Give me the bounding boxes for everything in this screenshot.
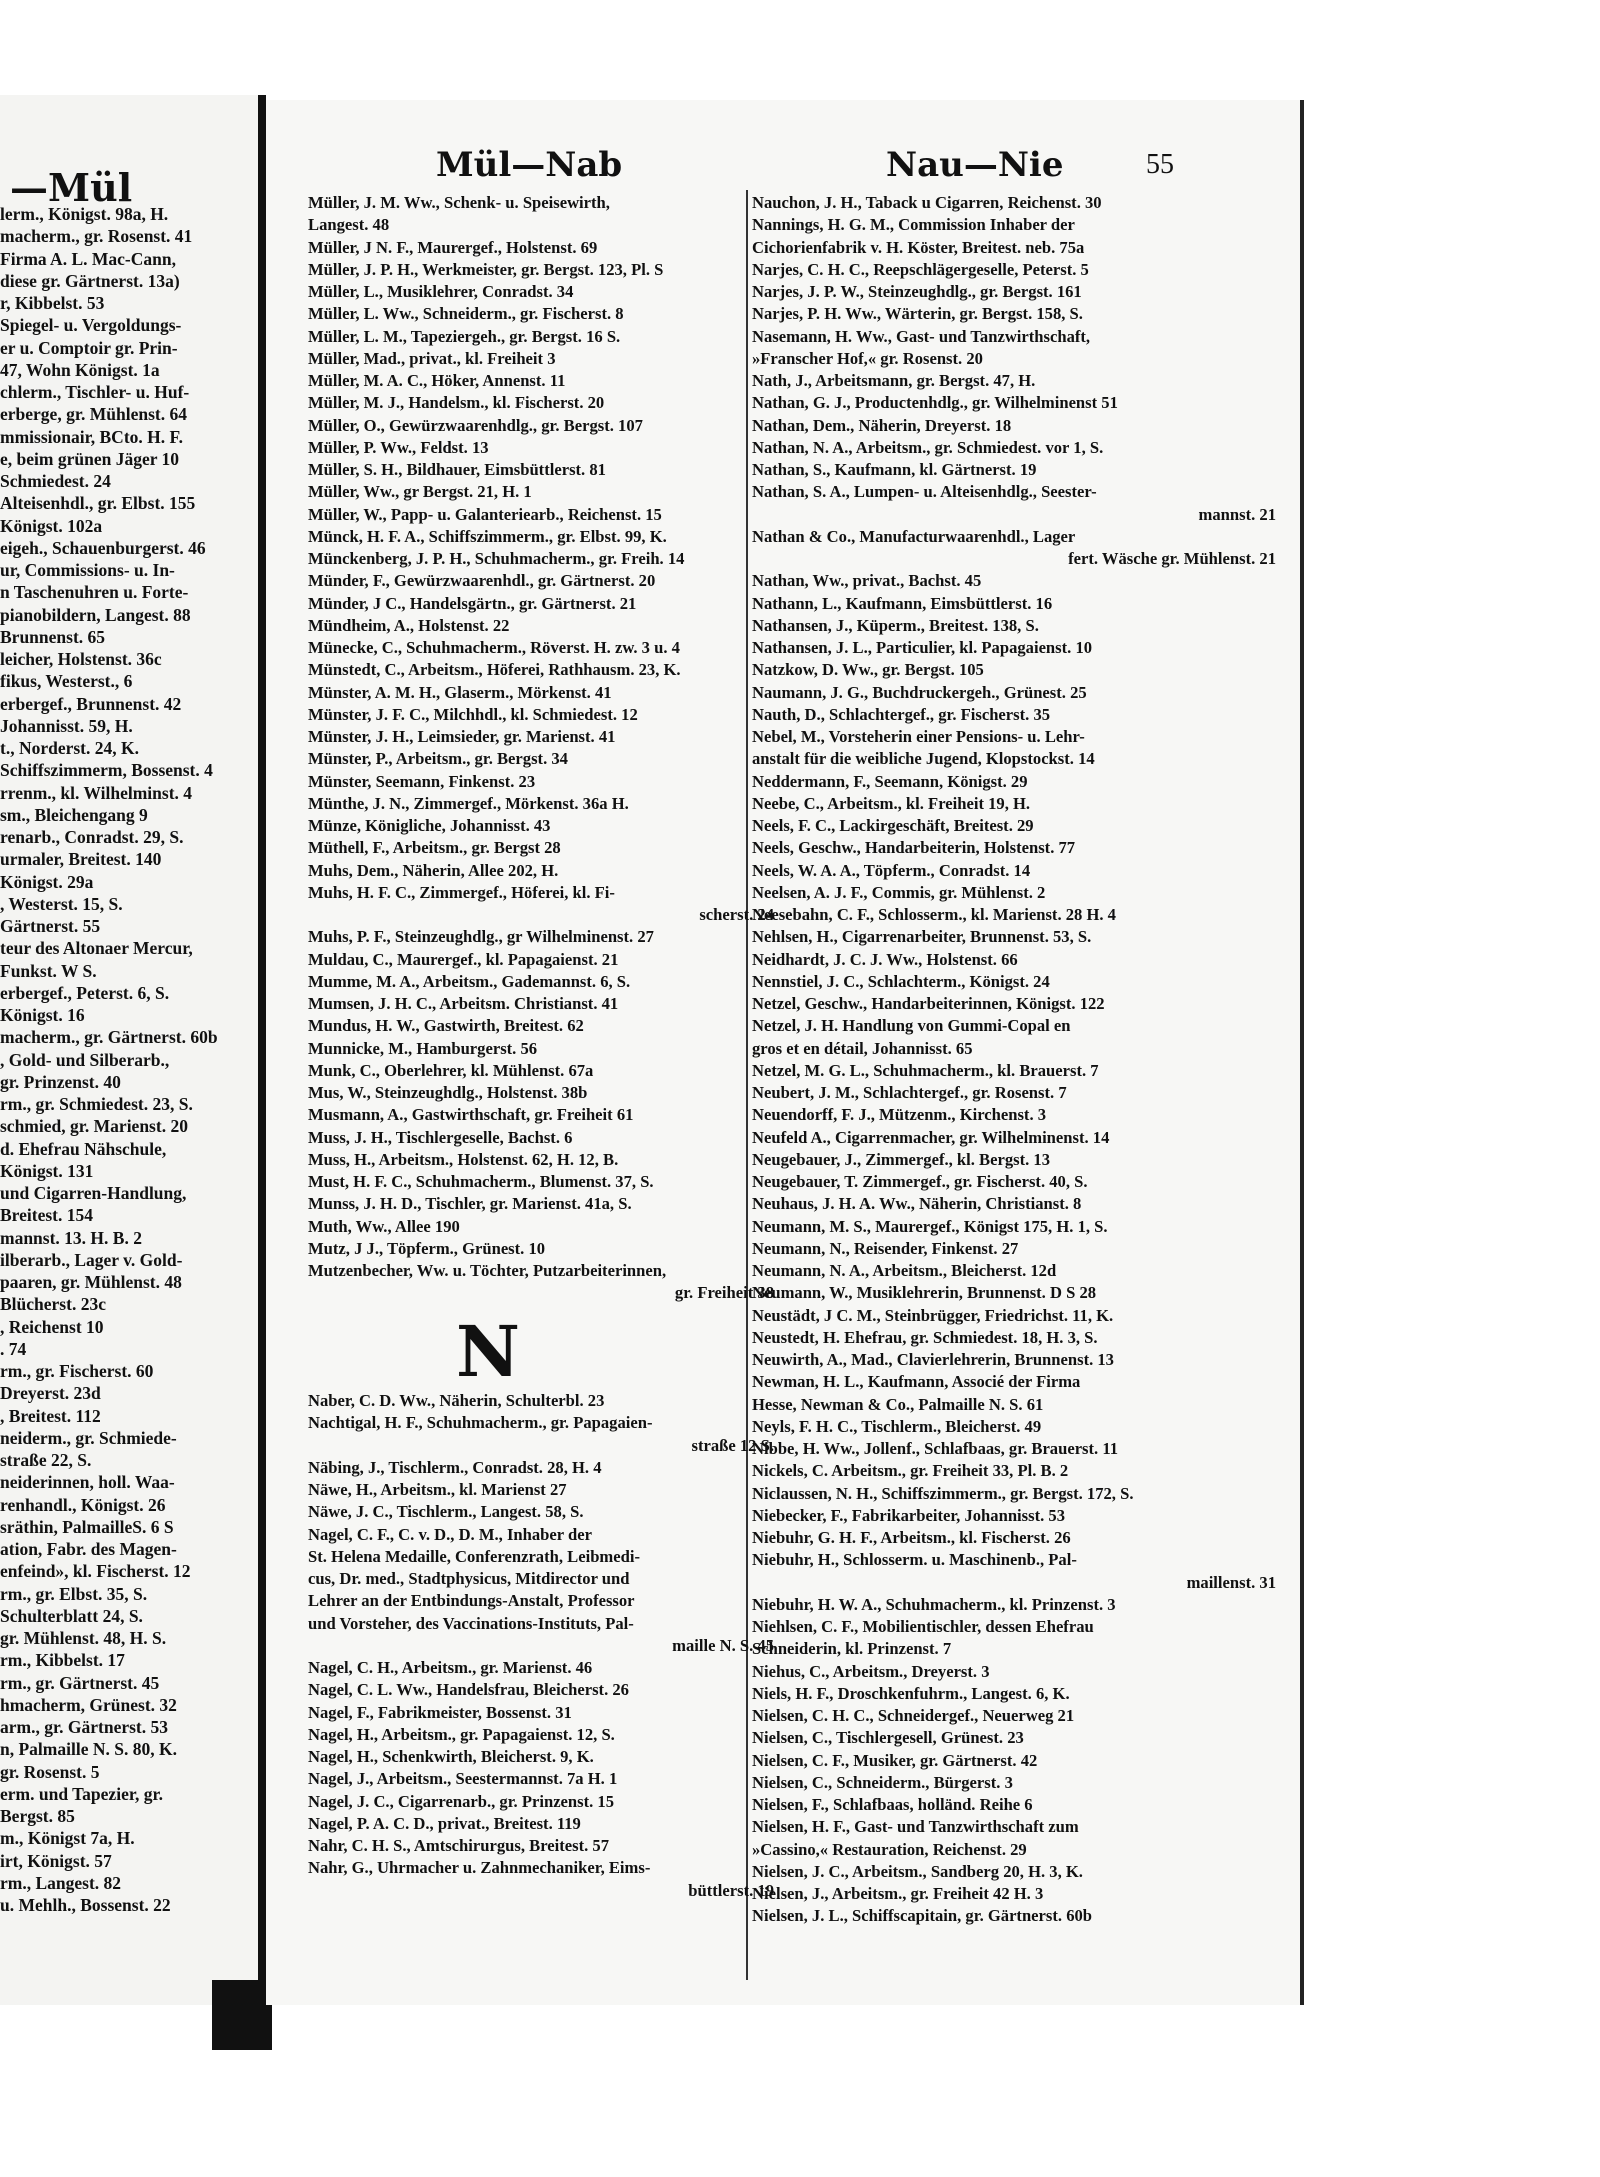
column-a-n-entries <box>308 1390 778 1902</box>
entry-line: Funkst. W S. <box>0 960 97 981</box>
entry-line: Muhs, H. F. C., Zimmergef., Höferei, kl. Fi- <box>308 882 615 902</box>
entry-line: Müller, O., Gewürzwaarenhdlg., gr. Bergst. 107 <box>308 415 643 435</box>
entry-line: Neebe, C., Arbeitsm., kl. Freiheit 19, H. <box>752 793 1031 813</box>
entry-line: Nielsen, J. C., Arbeitsm., Sandberg 20, H. 3, K. <box>752 1861 1083 1881</box>
entry-line: Müller, J. M. Ww., Schenk- u. Speisewirth, <box>308 193 610 212</box>
entry-line: Neumann, N., Reisender, Finkenst. 27 <box>752 1238 1019 1258</box>
entry-line: Niehus, C., Arbeitsm., Dreyerst. 3 <box>752 1661 990 1681</box>
entry-line: Nielsen, C. F., Musiker, gr. Gärtnerst. 42 <box>752 1750 1038 1770</box>
entry-line: n Taschenuhren u. Forte- <box>0 582 189 603</box>
entry-line: Nagel, C. H., Arbeitsm., gr. Marienst. 46 <box>308 1658 593 1677</box>
entry-line: Nagel, C. F., C. v. D., D. M., Inhaber der <box>308 1524 592 1544</box>
entry-line: Nasemann, H. Ww., Gast- und Tanzwirthschaft, <box>752 326 1091 346</box>
entry-line: Müller, W., Papp- u. Galanteriearb., Reichenst. 15 <box>308 504 662 524</box>
entry-line: »Franscher Hof,« gr. Rosenst. 20 <box>752 348 983 368</box>
entry-line: Nagel, J. C., Cigarrenarb., gr. Prinzenst. 15 <box>308 1791 615 1811</box>
entry-line: büttlerst. 19 <box>688 1880 774 1900</box>
entry-line: hmacherm, Grünest. 32 <box>0 1694 177 1715</box>
entry-line: Nauchon, J. H., Taback u Cigarren, Reichenst. 30 <box>752 193 1102 212</box>
entry-line: Nielsen, J. L., Schiffscapitain, gr. Gärtnerst. 60b <box>752 1906 1093 1926</box>
entry-line: Newman, H. L., Kaufmann, Associé der Firma <box>752 1372 1081 1392</box>
entry-line: Münthe, J. N., Zimmergef., Mörkenst. 36a H. <box>308 793 629 813</box>
entry-line: Must, H. F. C., Schuhmacherm., Blumenst. 37, S. <box>308 1172 654 1191</box>
entry-line: straße 12 S. <box>691 1435 774 1455</box>
entry-line: Nahr, G., Uhrmacher u. Zahnmechaniker, Eims- <box>308 1858 651 1878</box>
entry-line: rm., Kibbelst. 17 <box>0 1650 125 1671</box>
entry-line: Neustedt, H. Ehefrau, gr. Schmiedest. 18, H. 3, S. <box>752 1327 1098 1347</box>
entry-line: anstalt für die weibliche Jugend, Klopstockst. 14 <box>752 749 1095 769</box>
entry-line: Breitest. 154 <box>0 1205 93 1226</box>
entry-line: neiderinnen, holl. Waa- <box>0 1472 175 1493</box>
entry-line: Nathan, N. A., Arbeitsm., gr. Schmiedest. vor 1, S. <box>752 437 1104 457</box>
left-page-header: —Mül <box>10 165 133 210</box>
entry-line: Müller, M. A. C., Höker, Annenst. 11 <box>308 371 566 390</box>
entry-line: Nielsen, J., Arbeitsm., gr. Freiheit 42 H. 3 <box>752 1884 1044 1903</box>
entry-line: gr. Freiheit 38 <box>674 1283 774 1303</box>
entry-line: Niebuhr, H., Schlosserm. u. Maschinenb., Pal- <box>752 1550 1077 1570</box>
section-letter: N <box>456 1310 520 1393</box>
entry-line: Firma A. L. Mac-Cann, <box>0 248 176 269</box>
entry-line: chlerm., Tischler- u. Huf- <box>0 382 190 402</box>
entry-line: Nannings, H. G. M., Commission Inhaber der <box>752 215 1075 235</box>
entry-line: leicher, Holstenst. 36c <box>0 649 162 669</box>
entry-line: Schneiderin, kl. Prinzenst. 7 <box>752 1639 952 1659</box>
page-header <box>266 145 1300 185</box>
entry-line: Nathann, L., Kaufmann, Eimsbüttlerst. 16 <box>752 593 1053 613</box>
entry-line: gr. Prinzenst. 40 <box>0 1071 121 1092</box>
entry-line: mannst. 13. H. B. 2 <box>0 1227 142 1248</box>
entry-line: Nathan & Co., Manufacturwaarenhdl., Lager <box>752 526 1076 546</box>
entry-line: Muldau, C., Maurergef., kl. Papagaienst. 21 <box>308 949 619 969</box>
entry-line: Näbing, J., Tischlerm., Conradst. 28, H. 4 <box>308 1457 602 1477</box>
entry-line: Münster, P., Arbeitsm., gr. Bergst. 34 <box>308 749 568 769</box>
entry-line: rm., gr. Fischerst. 60 <box>0 1361 154 1381</box>
entry-line: Netzel, M. G. L., Schuhmacherm., kl. Brauerst. 7 <box>752 1060 1099 1080</box>
entry-line: renhandl., Königst. 26 <box>0 1494 166 1515</box>
entry-line: macherm., gr. Rosenst. 41 <box>0 226 193 247</box>
entry-line: r, Kibbelst. 53 <box>0 293 105 313</box>
entry-line: Mundus, H. W., Gastwirth, Breitest. 62 <box>308 1016 584 1036</box>
header-range-left: Mül—Nab <box>436 145 623 185</box>
entry-line: Königst. 16 <box>0 1005 85 1025</box>
entry-line: gr. Rosenst. 5 <box>0 1761 100 1782</box>
entry-line: Naumann, J. G., Buchdruckergeh., Grünest. 25 <box>752 682 1087 702</box>
entry-line: Neidhardt, J. C. J. Ww., Holstenst. 66 <box>752 949 1018 969</box>
entry-line: Spiegel- u. Vergoldungs- <box>0 315 182 336</box>
entry-line: Neesebahn, C. F., Schlosserm., kl. Marienst. 28 H. 4 <box>752 905 1116 924</box>
entry-line: Nagel, J., Arbeitsm., Seestermannst. 7a H. 1 <box>308 1769 618 1789</box>
entry-line: ilberarb., Lager v. Gold- <box>0 1249 183 1270</box>
entry-line: irt, Königst. 57 <box>0 1850 112 1871</box>
entry-line: Naber, C. D. Ww., Näherin, Schulterbl. 23 <box>308 1391 605 1410</box>
entry-line: Münck, H. F. A., Schiffszimmerm., gr. Elbst. 99, K. <box>308 526 667 546</box>
entry-line: t., Norderst. 24, K. <box>0 738 140 758</box>
entry-line: Nagel, P. A. C. D., privat., Breitest. 119 <box>308 1813 581 1833</box>
entry-line: fikus, Westerst., 6 <box>0 671 133 692</box>
entry-line: Nebel, M., Vorsteherin einer Pensions- u. Lehr- <box>752 727 1085 746</box>
entry-line: Musmann, A., Gastwirthschaft, gr. Freiheit 61 <box>308 1105 634 1125</box>
entry-line: urmaler, Breitest. 140 <box>0 849 162 870</box>
entry-line: Nielsen, C., Schneiderm., Bürgerst. 3 <box>752 1772 1013 1792</box>
entry-line: Netzel, J. H. Handlung von Gummi-Copal en <box>752 1016 1071 1036</box>
entry-line: Münder, F., Gewürzwaarenhdl., gr. Gärtnerst. 20 <box>308 571 656 591</box>
entry-line: Munk, C., Oberlehrer, kl. Mühlenst. 67a <box>308 1060 594 1080</box>
entry-line: Mutzenbecher, Ww. u. Töchter, Putzarbeiterinnen, <box>308 1261 667 1280</box>
entry-line: Lehrer an der Entbindungs-Anstalt, Professor <box>308 1591 635 1611</box>
entry-line: Neyls, F. H. C., Tischlerm., Bleicherst. 49 <box>752 1416 1042 1436</box>
entry-line: Mutz, J J., Töpferm., Grünest. 10 <box>308 1238 546 1258</box>
entry-line: Muss, H., Arbeitsm., Holstenst. 62, H. 12, B. <box>308 1149 619 1169</box>
entry-line: Neumann, N. A., Arbeitsm., Bleicherst. 12d <box>752 1261 1057 1280</box>
entry-line: Müller, L. M., Tapeziergeh., gr. Bergst. 16 S. <box>308 326 621 346</box>
entry-line: enfeind», kl. Fischerst. 12 <box>0 1561 191 1582</box>
entry-line: Neuhaus, J. H. A. Ww., Näherin, Christianst. 8 <box>752 1194 1082 1214</box>
entry-line: arm., gr. Gärtnerst. 53 <box>0 1717 168 1737</box>
entry-line: Netzel, Geschw., Handarbeiterinnen, Königst. 122 <box>752 994 1105 1013</box>
entry-line: erbergef., Peterst. 6, S. <box>0 982 170 1003</box>
entry-line: Muss, J. H., Tischlergeselle, Bachst. 6 <box>308 1127 573 1147</box>
entry-line: Neels, F. C., Lackirgeschäft, Breitest. 29 <box>752 816 1034 835</box>
entry-line: Müller, S. H., Bildhauer, Eimsbüttlerst. 81 <box>308 460 606 479</box>
entry-line: Nielsen, C. H. C., Schneidergef., Neuerweg 21 <box>752 1706 1075 1725</box>
entry-line: cus, Dr. med., Stadtphysicus, Mitdirector und <box>308 1569 630 1588</box>
entry-line: mannst. 21 <box>1198 504 1276 524</box>
entry-line: Nielsen, C., Tischlergesell, Grünest. 23 <box>752 1728 1024 1748</box>
entry-line: Nahr, C. H. S., Amtschirurgus, Breitest. 57 <box>308 1836 609 1855</box>
entry-line: Nagel, F., Fabrikmeister, Bossenst. 31 <box>308 1702 572 1722</box>
entry-line: Münder, J C., Handelsgärtn., gr. Gärtnerst. 21 <box>308 593 637 613</box>
entry-line: er u. Comptoir gr. Prin- <box>0 337 178 358</box>
entry-line: Cichorienfabrik v. H. Köster, Breitest. neb. 75a <box>752 237 1085 257</box>
entry-line: Neufeld A., Cigarrenmacher, gr. Wilhelminenst. 14 <box>752 1127 1110 1147</box>
entry-line: renarb., Conradst. 29, S. <box>0 827 184 847</box>
entry-line: Neugebauer, J., Zimmergef., kl. Bergst. 13 <box>752 1149 1051 1169</box>
entry-line: Königst. 131 <box>0 1160 94 1181</box>
entry-line: sräthin, PalmailleS. 6 S <box>0 1516 174 1537</box>
entry-line: Niebuhr, H. W. A., Schuhmacherm., kl. Prinzenst. 3 <box>752 1594 1116 1614</box>
entry-line: Niclaussen, N. H., Schiffszimmerm., gr. Bergst. 172, S. <box>752 1483 1134 1503</box>
entry-line: Müller, Mad., privat., kl. Freiheit 3 <box>308 348 556 368</box>
entry-line: sm., Bleichengang 9 <box>0 804 148 825</box>
entry-line: Nachtigal, H. F., Schuhmacherm., gr. Papagaien- <box>308 1413 653 1433</box>
entry-line: Narjes, C. H. C., Reepschlägergeselle, Peterst. 5 <box>752 259 1089 279</box>
entry-line: n, Palmaille N. S. 80, K. <box>0 1739 177 1760</box>
entry-line: Muhs, Dem., Näherin, Allee 202, H. <box>308 860 559 880</box>
entry-line: Muth, Ww., Allee 190 <box>308 1216 460 1236</box>
entry-line: diese gr. Gärtnerst. 13a) <box>0 270 180 291</box>
entry-line: Nennstiel, J. C., Schlachterm., Königst. 24 <box>752 971 1050 991</box>
entry-line: Nielsen, F., Schlafbaas, holländ. Reihe 6 <box>752 1795 1033 1814</box>
entry-line: Munnicke, M., Hamburgerst. 56 <box>308 1038 538 1058</box>
entry-line: Narjes, J. P. W., Steinzeughdlg., gr. Bergst. 161 <box>752 282 1082 301</box>
entry-line: Nehlsen, H., Cigarrenarbeiter, Brunnenst. 53, S. <box>752 927 1092 947</box>
entry-line: lerm., Königst. 98a, H. <box>0 204 169 224</box>
entry-line: e, beim grünen Jäger 10 <box>0 448 180 469</box>
entry-line: Müller, Ww., gr Bergst. 21, H. 1 <box>308 482 532 502</box>
entry-line: u. Mehlh., Bossenst. 22 <box>0 1895 171 1915</box>
entry-line: Neuwirth, A., Mad., Clavierlehrerin, Brunnenst. 13 <box>752 1350 1114 1369</box>
entry-line: Nathan, G. J., Productenhdlg., gr. Wilhelminenst 51 <box>752 393 1118 413</box>
entry-line: Münze, Königliche, Johannisst. 43 <box>308 816 551 835</box>
entry-line: m., Königst 7a, H. <box>0 1828 135 1849</box>
entry-line: und Cigarren-Handlung, <box>0 1183 187 1203</box>
entry-line: maillenst. 31 <box>1186 1572 1276 1592</box>
entry-line: Nathansen, J. L., Particulier, kl. Papagaienst. 10 <box>752 638 1093 657</box>
entry-line: scherst. 24 <box>699 905 774 924</box>
header-range-right: Nau—Nie <box>886 145 1064 185</box>
left-page-lines <box>0 203 258 1916</box>
entry-line: Münckenberg, J. P. H., Schuhmacherm., gr. Freih. 14 <box>308 549 685 568</box>
column-a-entries <box>308 192 778 1305</box>
entry-line: Niebecker, F., Fabrikarbeiter, Johannisst. 53 <box>752 1505 1065 1525</box>
entry-line: St. Helena Medaille, Conferenzrath, Leibmedi- <box>308 1546 640 1566</box>
entry-line: Neugebauer, T. Zimmergef., gr. Fischerst. 40, S. <box>752 1172 1088 1191</box>
entry-line: Natzkow, D. Ww., gr. Bergst. 105 <box>752 660 984 680</box>
entry-line: , Breitest. 112 <box>0 1405 101 1426</box>
entry-line: Nickels, C. Arbeitsm., gr. Freiheit 33, Pl. B. 2 <box>752 1461 1069 1481</box>
entry-line: Nath, J., Arbeitsmann, gr. Bergst. 47, H. <box>752 371 1036 390</box>
page-number: 55 <box>1146 149 1174 180</box>
entry-line: Schiffszimmerm, Bossenst. 4 <box>0 760 213 781</box>
entry-line: Nagel, C. L. Ww., Handelsfrau, Bleicherst. 26 <box>308 1680 629 1700</box>
entry-line: Nathansen, J., Küperm., Breitest. 138, S. <box>752 615 1039 635</box>
entry-line: Müller, L., Musiklehrer, Conradst. 34 <box>308 282 574 301</box>
entry-line: Neelsen, A. J. F., Commis, gr. Mühlenst. 2 <box>752 882 1046 902</box>
entry-line: Niehlsen, C. F., Mobilientischler, dessen Ehefrau <box>752 1617 1094 1636</box>
entry-line: Johannisst. 59, H. <box>0 715 133 736</box>
entry-line: Münster, Seemann, Finkenst. 23 <box>308 771 536 791</box>
entry-line: Neumann, W., Musiklehrerin, Brunnenst. D S 28 <box>752 1283 1097 1303</box>
entry-line: ation, Fabr. des Magen- <box>0 1539 177 1559</box>
entry-line: Münstedt, C., Arbeitsm., Höferei, Rathhausm. 23, K. <box>308 660 681 680</box>
book-spine-shadow <box>212 1980 272 2050</box>
entry-line: Niels, H. F., Droschkenfuhrm., Langest. 6, K. <box>752 1683 1070 1703</box>
entry-line: Neumann, M. S., Maurergef., Königst 175, H. 1, S. <box>752 1216 1108 1236</box>
entry-line: Neels, Geschw., Handarbeiterin, Holstenst. 77 <box>752 838 1076 858</box>
entry-line: Nathan, S., Kaufmann, kl. Gärtnerst. 19 <box>752 460 1037 479</box>
entry-line: Neustädt, J C. M., Steinbrügger, Friedrichst. 11, K. <box>752 1305 1114 1325</box>
entry-line: rm., gr. Gärtnerst. 45 <box>0 1672 160 1693</box>
right-page <box>266 100 1300 2005</box>
entry-line: Nathan, Dem., Näherin, Dreyerst. 18 <box>752 415 1012 435</box>
entry-line: Münecke, C., Schuhmacherm., Röverst. H. zw. 3 u. 4 <box>308 638 680 657</box>
entry-line: rm., gr. Elbst. 35, S. <box>0 1583 148 1604</box>
entry-line: ur, Commissions- u. In- <box>0 560 175 580</box>
entry-line: »Cassino,« Restauration, Reichenst. 29 <box>752 1839 1027 1859</box>
entry-line: Mumsen, J. H. C., Arbeitsm. Christianst. 41 <box>308 994 619 1013</box>
entry-line: eigeh., Schauenburgerst. 46 <box>0 537 206 558</box>
entry-line: Nathan, Ww., privat., Bachst. 45 <box>752 571 982 591</box>
entry-line: Nibbe, H. Ww., Jollenf., Schlafbaas, gr. Brauerst. 11 <box>752 1439 1119 1458</box>
entry-line: Dreyerst. 23d <box>0 1383 101 1404</box>
entry-line: Münster, J. F. C., Milchhdl., kl. Schmiedest. 12 <box>308 704 638 724</box>
entry-line: Neddermann, F., Seemann, Königst. 29 <box>752 771 1028 791</box>
entry-line: neiderm., gr. Schmiede- <box>0 1427 177 1448</box>
entry-line: Müller, L. Ww., Schneiderm., gr. Fischerst. 8 <box>308 304 624 324</box>
left-page <box>0 95 258 2005</box>
entry-line: macherm., gr. Gärtnerst. 60b <box>0 1027 218 1048</box>
entry-line: Müller, M. J., Handelsm., kl. Fischerst. 20 <box>308 393 605 413</box>
entry-line: Niebuhr, G. H. F., Arbeitsm., kl. Fischerst. 26 <box>752 1528 1071 1547</box>
entry-line: Münster, J. H., Leimsieder, gr. Marienst. 41 <box>308 727 616 746</box>
entry-line: erbergef., Brunnenst. 42 <box>0 693 182 714</box>
entry-line: Nauth, D., Schlachtergef., gr. Fischerst. 35 <box>752 704 1051 724</box>
entry-line: Alteisenhdl., gr. Elbst. 155 <box>0 493 196 514</box>
entry-line: Nagel, H., Schenkwirth, Bleicherst. 9, K. <box>308 1747 594 1766</box>
entry-line: , Reichenst 10 <box>0 1316 104 1337</box>
entry-line: Muhs, P. F., Steinzeughdlg., gr Wilhelminenst. 27 <box>308 927 654 947</box>
entry-line: Brunnenst. 65 <box>0 626 106 647</box>
entry-line: pianobildern, Langest. 88 <box>0 604 191 625</box>
entry-line: Bergst. 85 <box>0 1806 75 1826</box>
entry-line: Näwe, J. C., Tischlerm., Langest. 58, S. <box>308 1502 584 1522</box>
entry-line: teur des Altonaer Mercur, <box>0 938 193 959</box>
entry-line: rm., gr. Schmiedest. 23, S. <box>0 1094 193 1114</box>
entry-line: straße 22, S. <box>0 1450 92 1470</box>
entry-line: gr. Mühlenst. 48, H. S. <box>0 1628 167 1648</box>
entry-line: Neels, W. A. A., Töpferm., Conradst. 14 <box>752 860 1031 880</box>
entry-line: Gärtnerst. 55 <box>0 916 101 936</box>
column-b-entries <box>752 192 1280 1928</box>
entry-line: Langest. 48 <box>308 215 390 235</box>
entry-line: Schulterblatt 24, S. <box>0 1605 143 1626</box>
entry-line: Müller, P. Ww., Feldst. 13 <box>308 437 489 457</box>
entry-line: Munss, J. H. D., Tischler, gr. Marienst. 41a, S. <box>308 1194 632 1214</box>
entry-line: Müller, J N. F., Maurergef., Holstenst. 69 <box>308 237 598 257</box>
entry-line: Nathan, S. A., Lumpen- u. Alteisenhdlg., Seester- <box>752 482 1097 502</box>
entry-line: Näwe, H., Arbeitsm., kl. Marienst 27 <box>308 1480 567 1499</box>
entry-line: Mus, W., Steinzeughdlg., Holstenst. 38b <box>308 1083 588 1102</box>
entry-line: Mumme, M. A., Arbeitsm., Gademannst. 6, S. <box>308 971 631 991</box>
entry-line: , Gold- und Silberarb., <box>0 1049 170 1070</box>
entry-line: Blücherst. 23c <box>0 1294 106 1315</box>
entry-line: d. Ehefrau Nähschule, <box>0 1138 167 1159</box>
entry-line: Narjes, P. H. Ww., Wärterin, gr. Bergst. 158, S. <box>752 304 1083 324</box>
entry-line: Müthell, F., Arbeitsm., gr. Bergst 28 <box>308 838 561 858</box>
entry-line: Königst. 29a <box>0 871 94 892</box>
entry-line: fert. Wäsche gr. Mühlenst. 21 <box>1068 549 1276 568</box>
entry-line: Hesse, Newman & Co., Palmaille N. S. 61 <box>752 1394 1044 1414</box>
entry-line: rm., Langest. 82 <box>0 1872 122 1893</box>
entry-line: Königst. 102a <box>0 515 103 536</box>
entry-line: rrenm., kl. Wilhelminst. 4 <box>0 782 193 803</box>
entry-line: gros et en détail, Johannisst. 65 <box>752 1038 973 1058</box>
entry-line: Neuendorff, F. J., Mützenm., Kirchenst. 3 <box>752 1105 1047 1125</box>
entry-line: Neubert, J. M., Schlachtergef., gr. Rosenst. 7 <box>752 1083 1067 1102</box>
entry-line: paaren, gr. Mühlenst. 48 <box>0 1272 182 1292</box>
entry-line: Nielsen, H. F., Gast- und Tanzwirthschaft zum <box>752 1817 1079 1837</box>
entry-line: mmissionair, BCto. H. F. <box>0 426 183 447</box>
entry-line: erberge, gr. Mühlenst. 64 <box>0 404 187 425</box>
entry-line: Münster, A. M. H., Glaserm., Mörkenst. 41 <box>308 682 612 702</box>
entry-line: . 74 <box>0 1338 27 1359</box>
entry-line: Mündheim, A., Holstenst. 22 <box>308 615 510 635</box>
entry-line: 47, Wohn Königst. 1a <box>0 359 160 380</box>
entry-line: Nagel, H., Arbeitsm., gr. Papagaienst. 12, S. <box>308 1724 615 1744</box>
entry-line: schmied, gr. Marienst. 20 <box>0 1116 188 1137</box>
entry-line: und Vorsteher, des Vaccinations-Instituts, Pal- <box>308 1613 634 1633</box>
entry-line: erm. und Tapezier, gr. <box>0 1783 164 1804</box>
entry-line: Müller, J. P. H., Werkmeister, gr. Bergst. 123, Pl. S <box>308 259 664 279</box>
entry-line: Schmiedest. 24 <box>0 471 111 491</box>
book-gutter <box>258 95 266 2005</box>
entry-line: maille N. S. 45 <box>672 1635 774 1655</box>
entry-line: , Westerst. 15, S. <box>0 893 123 914</box>
